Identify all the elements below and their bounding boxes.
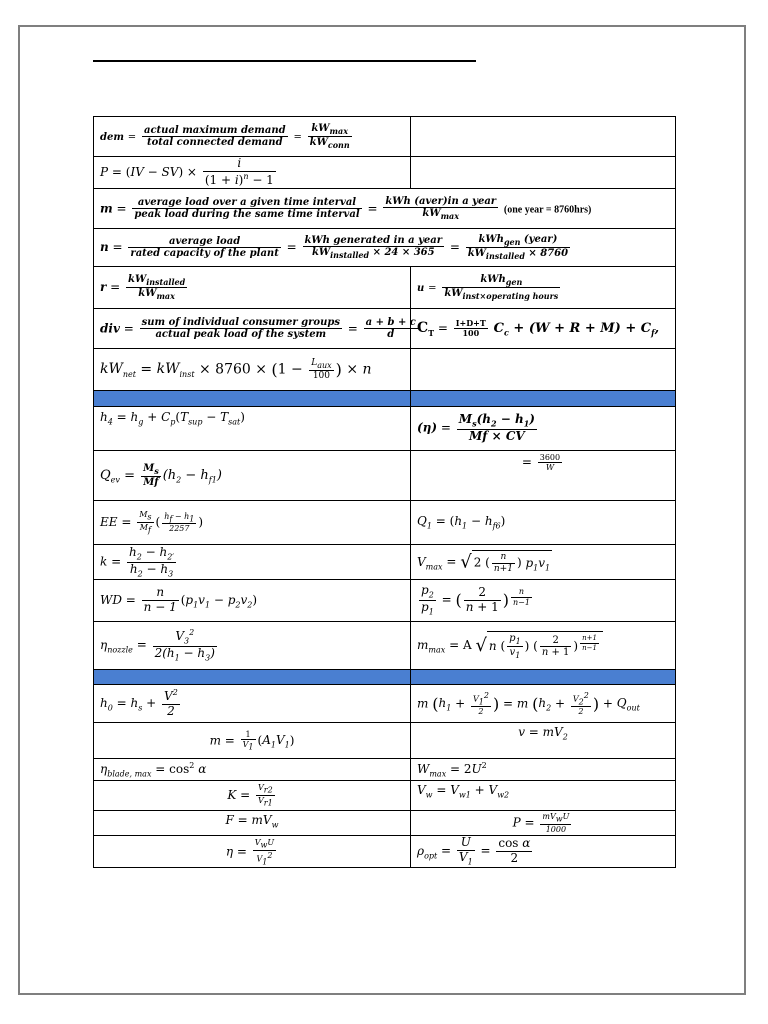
table-row	[94, 309, 676, 349]
formula-eta: η = $\frac{V_wU}{V_1^2}$	[94, 836, 411, 868]
formula-pressure-ratio: $\frac{p_2}{p_1}$ = ( $\frac{2}{n + 1}$ ) $^{\frac{n}{n-1}}$	[411, 580, 676, 622]
formula-qev: $Q_{ev}$ = $\frac{M_s}{Mf}$ $(h_2 - h_{f1})$	[94, 451, 411, 501]
formula-vmax: $V_{max}$ = √ 2 ( $\frac{n}{n+1}$ ) $p_1v_1$	[411, 545, 676, 580]
table-row	[94, 622, 676, 670]
table-row	[94, 117, 676, 157]
table-row	[94, 781, 676, 811]
table-row	[94, 836, 676, 868]
table-row	[94, 189, 676, 229]
section-separator	[94, 391, 676, 407]
table-row	[94, 811, 676, 836]
formula-q1: $Q_1 = (h_1 - h_{f6})$	[411, 501, 676, 545]
formula-demand-factor: dem = $\frac{\text{actual maximum demand}}{\text{total connected demand}}$ = $\frac{kW_{max}}{kW_{conn}}$	[94, 117, 411, 157]
formula-table	[93, 116, 676, 868]
title-underline	[93, 60, 476, 62]
table-row	[94, 723, 676, 759]
formula-power: P = $\frac{mV_wU}{1000}$	[411, 811, 676, 836]
formula-capacity-factor: n = $\frac{\text{average load}}{\text{rated capacity of the plant}}$ = $\frac{\text{kWh generated in a year}}{kW_{installed} \times 24 \times 365}$ = $\frac{kWh_{gen} (year)}{kW_{installed} \times 8760}$	[94, 229, 676, 267]
formula-wmax: $W_{max} = 2U^2$	[411, 759, 676, 781]
formula-mmax: $m_{max} = A$ √ n ( $\frac{p_1}{v_1}$ ) ( $\frac{2}{n + 1}$ ) $^{\frac{n+1}{n-1}}$	[411, 622, 676, 670]
formula-reserve-factor: r = $\frac{kW_{installed}}{kW_{max}}$	[94, 267, 411, 309]
table-row	[94, 349, 676, 391]
empty-cell	[411, 157, 676, 189]
table-row	[94, 157, 676, 189]
formula-ee: EE = $\frac{M_s}{M_f}$ ( $\frac{h_f - h_1}{2257}$ )	[94, 501, 411, 545]
table-row	[94, 759, 676, 781]
table-row	[94, 407, 676, 451]
formula-v: $v = mV_2$	[411, 723, 676, 759]
formula-payment: P = (IV − SV) × $\frac{i}{(1 + i)^n - 1}$	[94, 157, 411, 189]
formula-h4: $h_4 = h_g + C_p(T_{sup} - T_{sat})$	[94, 407, 411, 451]
empty-cell	[411, 349, 676, 391]
table-row	[94, 501, 676, 545]
formula-force: $F = mV_w$	[94, 811, 411, 836]
formula-diversity-factor: div = $\frac{\text{sum of individual consumer groups}}{\text{actual peak load of the system}}$ = $\frac{a + b + c}{d}$	[94, 309, 411, 349]
formula-use-factor: u = $\frac{kWh_{gen}}{kW_{inst\times operating hours}}$	[411, 267, 676, 309]
formula-blade-efficiency: $\eta_{blade, max} = \cos^2 \alpha$	[94, 759, 411, 781]
formula-rho-opt: $\rho_{opt}$ = $\frac{U}{V_1}$ = $\frac{\text{cos α}}{2}$	[411, 836, 676, 868]
formula-energy-balance: m ($h_1$ + $\frac{V_1^2}{2}$ ) = m ($h_2$ + $\frac{V_2^2}{2}$ ) + $Q_{out}$	[411, 685, 676, 723]
formula-heat-rate: = $\frac{3600}{W}$	[411, 451, 676, 501]
table-row	[94, 267, 676, 309]
section-separator	[94, 670, 676, 685]
formula-k: k = $\frac{h_2 - h_{2'}}{h_2 - h_3}$	[94, 545, 411, 580]
formula-efficiency: (η) = $\frac{M_s(h_2 - h_1)}{Mf \times CV}$	[411, 407, 676, 451]
formula-nozzle-efficiency: $\eta_{nozzle}$ = $\frac{V_3^2}{2(h_1 - h_3)}$	[94, 622, 411, 670]
table-row	[94, 580, 676, 622]
formula-net-kw: $kW_{net} = kW_{inst} \times 8760 \times (1$ − $\frac{L_{aux}}{100}$ ) × n	[94, 349, 411, 391]
formula-vw: $V_w = V_{w1} + V_{w2}$	[411, 781, 676, 811]
formula-h0: $h_0 = h_s$ + $\frac{V^2}{2}$	[94, 685, 411, 723]
table-row	[94, 229, 676, 267]
formula-k-ratio: K = $\frac{V_{r2}}{V_{r1}}$	[94, 781, 411, 811]
table-row	[94, 685, 676, 723]
empty-cell	[411, 117, 676, 157]
formula-load-factor: m = $\frac{\text{average load over a given time interval}}{\text{peak load during the same time interval}}$ = $\frac{\text{kWh (aver)in a year}}{kW_{max}}$ (one year = 8760hrs)	[94, 189, 676, 229]
table-row	[94, 545, 676, 580]
formula-mass-flow: m = $\frac{1}{V_1}$ $(A_1V_1)$	[94, 723, 411, 759]
formula-work-done: WD = $\frac{n}{n - 1}$ $(p_1v_1 - p_2v_2)$	[94, 580, 411, 622]
table-row	[94, 451, 676, 501]
formula-total-cost: $C_T$ = $\frac{I+D+T}{100}$ $C_c + (W + R + M) + C_f$,	[411, 309, 676, 349]
